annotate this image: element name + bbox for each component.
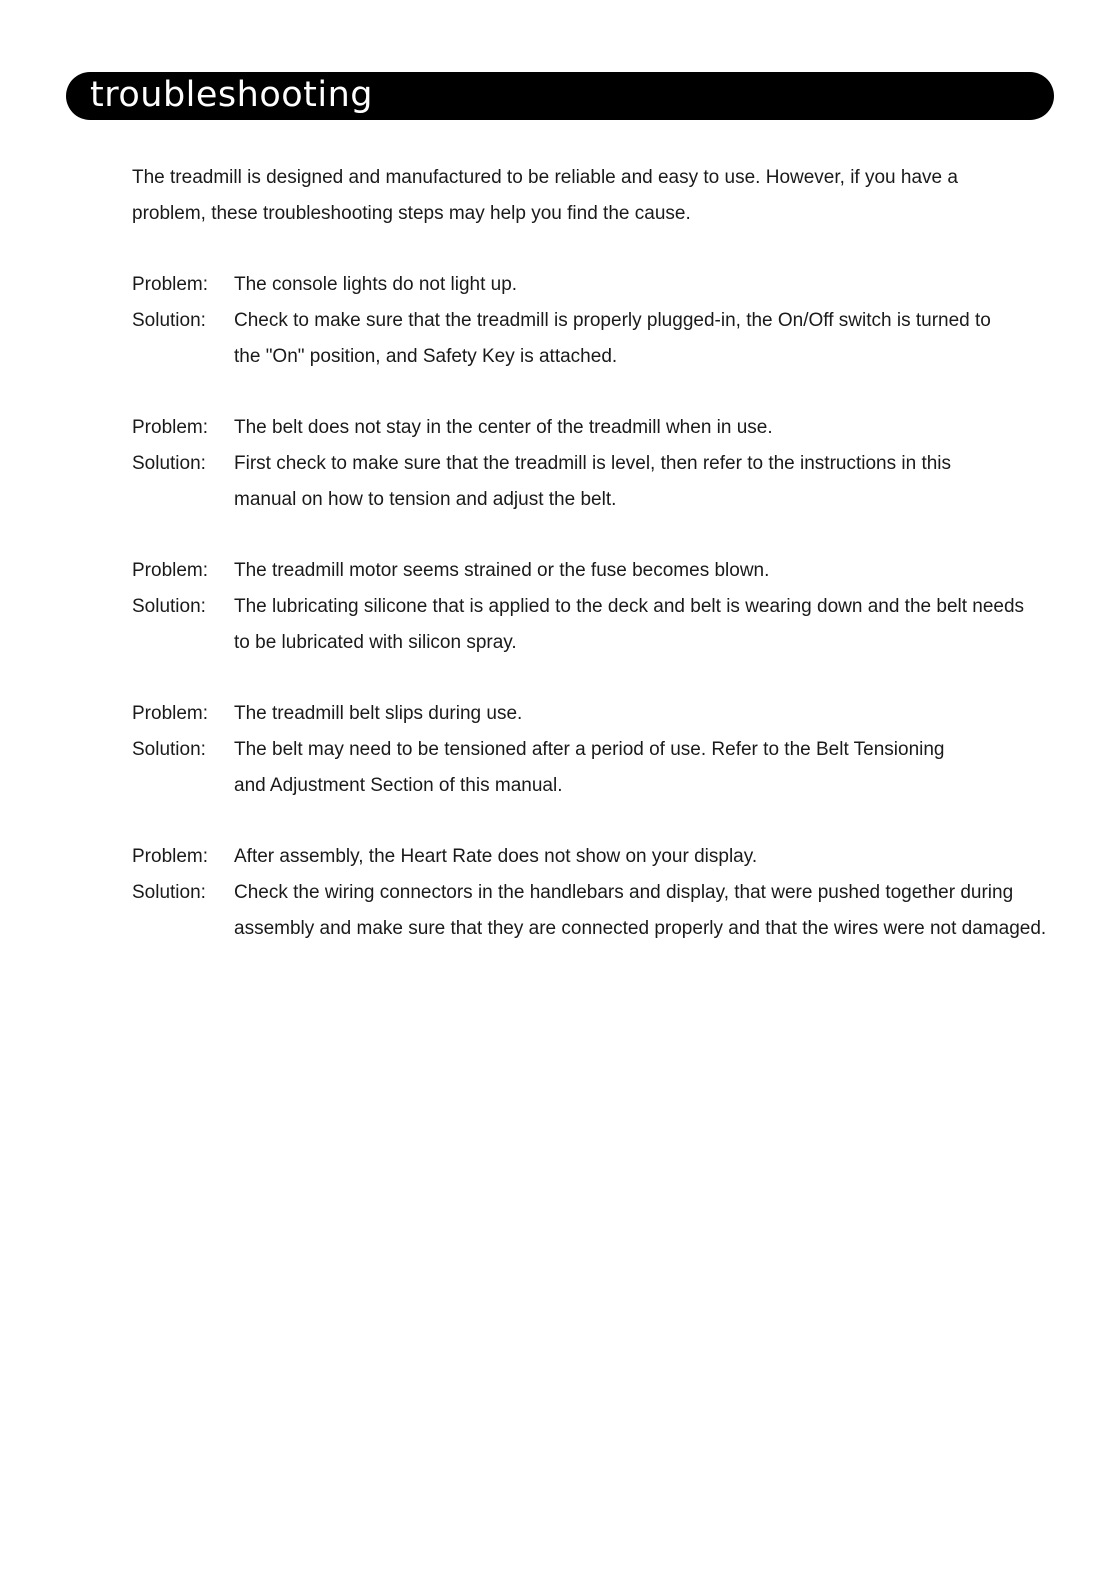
solution-label: Solution: (132, 882, 206, 903)
problem-label: Problem: (132, 560, 209, 581)
solution-text (234, 589, 1052, 661)
solution-row (132, 875, 1052, 947)
problem-line: The treadmill motor seems strained or the fuse becomes blown. (234, 560, 770, 581)
solution-label: Solution: (132, 596, 206, 617)
problem-row (132, 839, 1052, 875)
intro-line: The treadmill is designed and manufactured to be reliable and easy to use. However, if you have a (132, 167, 958, 188)
solution-row (132, 303, 1052, 375)
troubleshooting-entry (132, 553, 1052, 661)
solution-line: Check the wiring connectors in the handlebars and display, that were pushed together during (234, 882, 1014, 903)
troubleshooting-entry (132, 839, 1052, 947)
problem-text (234, 267, 1052, 303)
solution-line: First check to make sure that the treadmill is level, then refer to the instructions in this (234, 453, 952, 474)
troubleshooting-entry (132, 696, 1052, 804)
intro-paragraph (132, 160, 1002, 232)
problem-text (234, 410, 1052, 446)
solution-line: assembly and make sure that they are connected properly and that the wires were not damaged. (234, 918, 1047, 939)
solution-line: the "On" position, and Safety Key is attached. (234, 346, 618, 367)
solution-label: Solution: (132, 310, 206, 331)
problem-text (234, 696, 1052, 732)
solution-row (132, 732, 1052, 804)
problem-line: The console lights do not light up. (234, 274, 518, 295)
problem-row (132, 267, 1052, 303)
solution-line: manual on how to tension and adjust the belt. (234, 489, 617, 510)
problem-row (132, 553, 1052, 589)
solution-text (234, 875, 1052, 947)
solution-line: and Adjustment Section of this manual. (234, 775, 563, 796)
solution-row (132, 589, 1052, 661)
troubleshooting-entry (132, 410, 1052, 518)
problem-row (132, 696, 1052, 732)
solution-row (132, 446, 1052, 518)
solution-line: to be lubricated with silicon spray. (234, 632, 517, 653)
problem-line: After assembly, the Heart Rate does not show on your display. (234, 846, 758, 867)
problem-row (132, 410, 1052, 446)
problem-text (234, 839, 1052, 875)
solution-text (234, 446, 1052, 518)
section-header-bar (66, 72, 1054, 120)
problem-line: The treadmill belt slips during use. (234, 703, 523, 724)
problem-label: Problem: (132, 417, 209, 438)
problem-line: The belt does not stay in the center of the treadmill when in use. (234, 417, 773, 438)
solution-line: The belt may need to be tensioned after a period of use. Refer to the Belt Tensioning (234, 739, 945, 760)
solution-text (234, 732, 1052, 804)
solution-line: Check to make sure that the treadmill is properly plugged-in, the On/Off switch is turned to (234, 310, 991, 331)
problem-label: Problem: (132, 846, 209, 867)
intro-line: problem, these troubleshooting steps may help you find the cause. (132, 203, 691, 224)
problem-label: Problem: (132, 274, 209, 295)
solution-label: Solution: (132, 453, 206, 474)
solution-label: Solution: (132, 739, 206, 760)
page-title: troubleshooting (90, 75, 374, 115)
problem-text (234, 553, 1052, 589)
solution-text (234, 303, 1052, 375)
solution-line: The lubricating silicone that is applied to the deck and belt is wearing down and the belt needs (234, 596, 1025, 617)
problem-label: Problem: (132, 703, 209, 724)
troubleshooting-entry (132, 267, 1052, 375)
document-body (132, 160, 1052, 982)
